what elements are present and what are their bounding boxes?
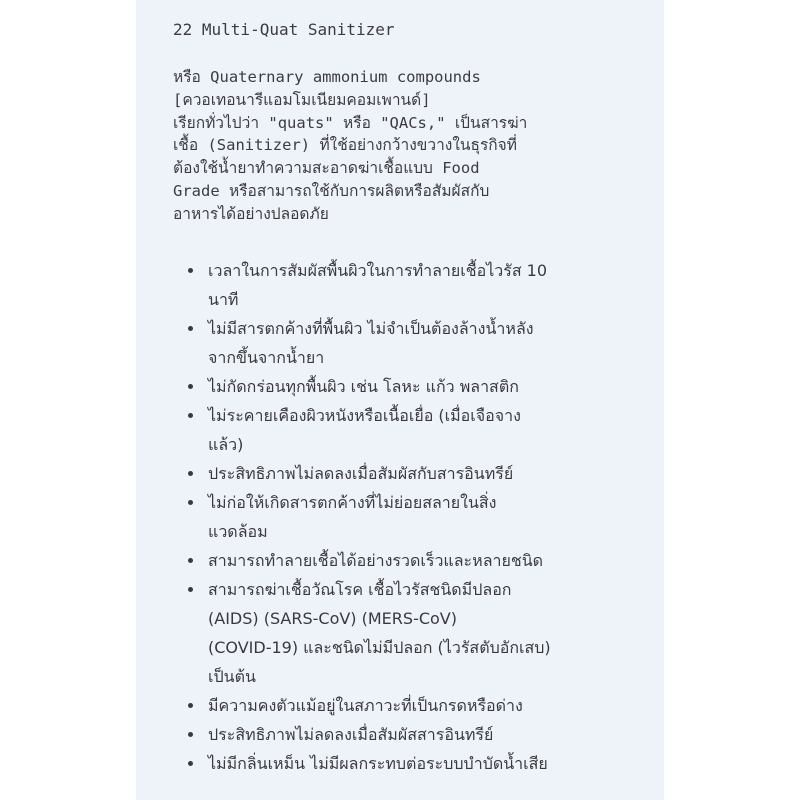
list-item-line: ไม่ก่อให้เกิดสารตกค้างที่ไม่ย่อยสลายในสิ่ง bbox=[208, 492, 497, 512]
list-item-line: ประสิทธิภาพไม่ลดลงเมื่อสัมผัสกับสารอินทรีย์ bbox=[208, 463, 514, 483]
paragraph-line: ต้องใช้น้ำยาทำความสะอาดฆ่าเชื้อแบบ Food bbox=[173, 159, 480, 178]
list-item-line: สามารถทำลายเชื้อได้อย่างรวดเร็วและหลายชนิด bbox=[208, 550, 544, 570]
list-item-line: มีความคงตัวแม้อยู่ในสภาวะที่เป็นกรดหรือด่าง bbox=[208, 695, 523, 715]
paragraph-line: เชื้อ (Sanitizer) ที่ใช้อย่างกว้างขวางในธุรกิจที่ bbox=[173, 136, 517, 155]
paragraph-line: Grade หรือสามารถใช้กับการผลิตหรือสัมผัสกับ bbox=[173, 181, 490, 200]
list-item bbox=[186, 372, 664, 401]
list-item-line: ไม่มีกลิ่นเหม็น ไม่มีผลกระทบต่อระบบบำบัดน้ำเสีย bbox=[208, 753, 548, 773]
list-item bbox=[186, 691, 664, 720]
list-item-line: แล้ว) bbox=[208, 434, 244, 454]
paragraph-line: อาหารได้อย่างปลอดภัย bbox=[173, 204, 329, 223]
list-item-line: แวดล้อม bbox=[208, 521, 268, 541]
list-item bbox=[186, 488, 664, 546]
list-item-line: สามารถฆ่าเชื้อวัณโรค เชื้อไวรัสชนิดมีปลอก bbox=[208, 579, 512, 599]
paragraph-line: หรือ Quaternary ammonium compounds bbox=[173, 68, 481, 86]
list-item bbox=[186, 575, 664, 691]
list-item-line: (AIDS) (SARS-CoV) (MERS-CoV) bbox=[208, 608, 457, 628]
list-item bbox=[186, 256, 664, 314]
document-title: 22 Multi-Quat Sanitizer bbox=[173, 20, 395, 39]
list-item bbox=[186, 720, 664, 749]
list-item-line: เป็นต้น bbox=[208, 666, 256, 686]
list-item bbox=[186, 401, 664, 459]
list-item bbox=[186, 749, 664, 778]
feature-list bbox=[186, 256, 664, 778]
list-item bbox=[186, 459, 664, 488]
list-item-line: ไม่ระคายเคืองผิวหนังหรือเนื้อเยื่อ (เมื่อเจือจาง bbox=[208, 405, 521, 425]
list-item-line: ประสิทธิภาพไม่ลดลงเมื่อสัมผัสสารอินทรีย์ bbox=[208, 724, 494, 744]
list-item bbox=[186, 546, 664, 575]
paragraph-line: เรียกทั่วไปว่า "quats" หรือ "QACs," เป็นสารฆ่า bbox=[173, 113, 528, 132]
list-item-line: เวลาในการสัมผัสพื้นผิวในการทำลายเชื้อไวรัส 10 bbox=[208, 260, 548, 280]
list-item bbox=[186, 314, 664, 372]
list-item-line: (COVID-19) และชนิดไม่มีปลอก (ไวรัสตับอักเสบ) bbox=[208, 637, 551, 657]
list-item-line: จากขึ้นจากน้ำยา bbox=[208, 347, 325, 367]
list-item-line: ไม่กัดกร่อนทุกพื้นผิว เช่น โลหะ แก้ว พลาสติก bbox=[208, 376, 519, 396]
paragraph-line: [ควอเทอนารีแอมโมเนียมคอมเพานด์] bbox=[173, 90, 431, 109]
list-item-line: ไม่มีสารตกค้างที่พื้นผิว ไม่จำเป็นต้องล้างน้ำหลัง bbox=[208, 318, 534, 338]
document-panel bbox=[136, 0, 664, 800]
intro-paragraph bbox=[173, 66, 664, 226]
list-item-line: นาที bbox=[208, 289, 239, 309]
